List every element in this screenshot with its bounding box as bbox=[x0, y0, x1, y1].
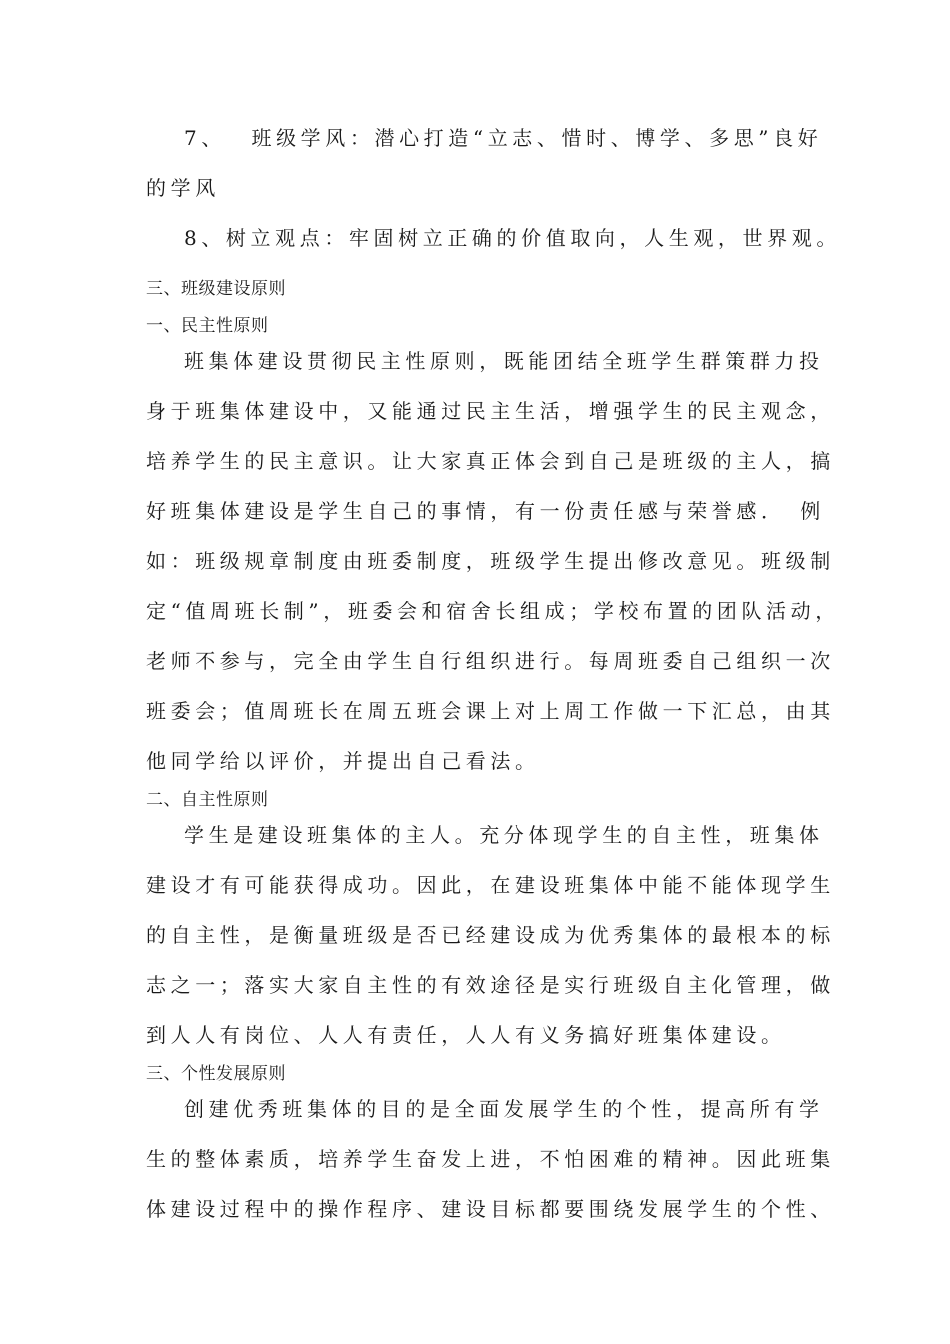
item-7-line-2: 的学风 bbox=[146, 176, 220, 200]
paragraph-democratic-line: 如：班级规章制度由班委制度，班级学生提出修改意见。班级制 bbox=[146, 549, 835, 573]
section-heading-principles: 三、班级建设原则 bbox=[146, 279, 286, 299]
subheading-democratic: 一、民主性原则 bbox=[146, 316, 269, 336]
item-7-line-1: 7、 班级学风：潜心打造“立志、惜时、博学、多思”良好 bbox=[184, 126, 823, 150]
paragraph-democratic-line: 他同学给以评价，并提出自己看法。 bbox=[146, 749, 540, 773]
paragraph-democratic-line: 老师不参与，完全由学生自行组织进行。每周班委自己组织一次 bbox=[146, 649, 835, 673]
paragraph-autonomy-line: 到人人有岗位、人人有责任，人人有义务搞好班集体建设。 bbox=[146, 1023, 786, 1047]
paragraph-autonomy-line: 建设才有可能获得成功。因此，在建设班集体中能不能体现学生 bbox=[146, 873, 835, 897]
subheading-individuality: 三、个性发展原则 bbox=[146, 1064, 286, 1084]
paragraph-democratic-line: 培养学生的民主意识。让大家真正体会到自己是班级的主人，搞 bbox=[146, 449, 835, 473]
paragraph-democratic-line: 班集体建设贯彻民主性原则，既能团结全班学生群策群力投 bbox=[184, 349, 824, 373]
paragraph-autonomy-line: 学生是建设班集体的主人。充分体现学生的自主性，班集体 bbox=[184, 823, 824, 847]
paragraph-democratic-line: 定“值周班长制”，班委会和宿舍长组成；学校布置的团队活动， bbox=[146, 599, 840, 623]
paragraph-democratic-line: 身于班集体建设中，又能通过民主生活，增强学生的民主观念， bbox=[146, 399, 835, 423]
paragraph-autonomy-line: 的自主性，是衡量班级是否已经建设成为优秀集体的最根本的标 bbox=[146, 923, 835, 947]
paragraph-individuality-line: 生的整体素质，培养学生奋发上进，不怕困难的精神。因此班集 bbox=[146, 1147, 835, 1171]
paragraph-individuality-line: 体建设过程中的操作程序、建设目标都要围绕发展学生的个性、 bbox=[146, 1197, 835, 1221]
paragraph-individuality-line: 创建优秀班集体的目的是全面发展学生的个性，提高所有学 bbox=[184, 1097, 824, 1121]
subheading-autonomy: 二、自主性原则 bbox=[146, 790, 269, 810]
paragraph-democratic-line: 好班集体建设是学生自己的事情，有一份责任感与荣誉感． 例 bbox=[146, 499, 825, 523]
paragraph-democratic-line: 班委会；值周班长在周五班会课上对上周工作做一下汇总，由其 bbox=[146, 699, 835, 723]
item-8-line: 8、树立观点：牢固树立正确的价值取向，人生观，世界观。 bbox=[184, 226, 841, 250]
paragraph-autonomy-line: 志之一；落实大家自主性的有效途径是实行班级自主化管理，做 bbox=[146, 973, 835, 997]
